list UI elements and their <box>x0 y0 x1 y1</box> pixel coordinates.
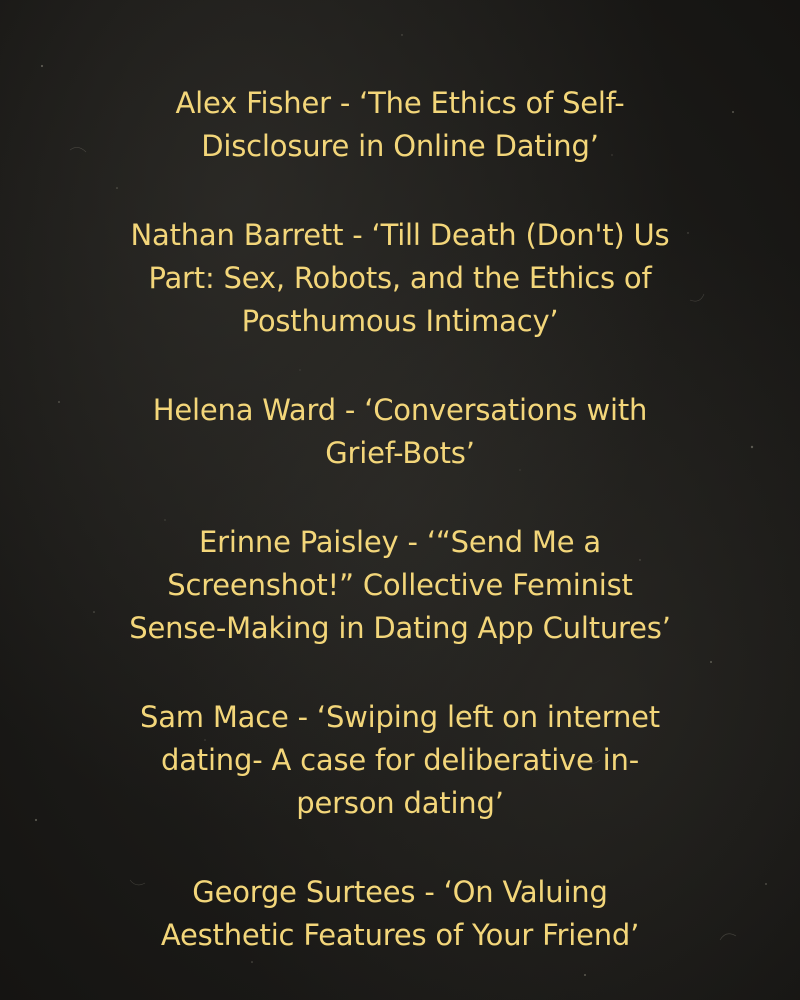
talk-item-sam-mace <box>60 696 740 825</box>
talk-line: Disclosure in Online Dating’ <box>201 129 599 163</box>
talk-line: Sam Mace - ‘Swiping left on internet <box>140 700 660 734</box>
talk-line: George Surtees - ‘On Valuing <box>192 875 608 909</box>
talk-line: Helena Ward - ‘Conversations with <box>152 393 648 427</box>
talk-item-alex-fisher <box>60 82 740 168</box>
talk-line: Nathan Barrett - ‘Till Death (Don't) Us <box>130 218 670 252</box>
talk-line: Erinne Paisley - ‘“Send Me a <box>199 525 601 559</box>
talk-line: person dating’ <box>296 786 504 820</box>
talk-line: dating- A case for deliberative in- <box>161 743 639 777</box>
talk-line: Screenshot!” Collective Feminist <box>167 568 633 602</box>
talk-line: Alex Fisher - ‘The Ethics of Self- <box>175 86 625 120</box>
talk-list <box>60 82 740 1000</box>
talk-line: Aesthetic Features of Your Friend’ <box>160 918 640 952</box>
talk-line: Part: Sex, Robots, and the Ethics of <box>148 261 652 295</box>
talk-line: Posthumous Intimacy’ <box>241 304 559 338</box>
talk-item-george-surtees <box>60 871 740 957</box>
talk-line: Grief-Bots’ <box>325 436 475 470</box>
talk-item-nathan-barrett <box>60 214 740 343</box>
talk-item-erinne-paisley <box>60 521 740 650</box>
talk-line: Sense-Making in Dating App Cultures’ <box>129 611 671 645</box>
talk-item-helena-ward <box>60 389 740 475</box>
